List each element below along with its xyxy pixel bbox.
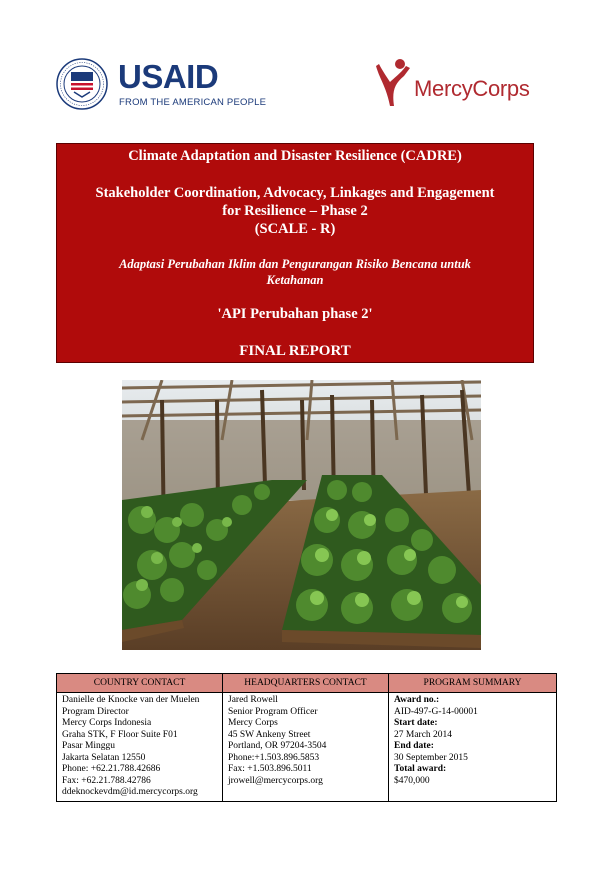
total-award-label: Total award: — [394, 764, 447, 774]
plant-nursery-seedlings-photo — [122, 380, 481, 650]
country-contact-phone: Phone: +62.21.788.42686 — [62, 764, 161, 774]
hq-contact-phone: Phone:+1.503.896.5853 — [228, 752, 320, 763]
hq-contact-fax: Fax: +1.503.896.5011 — [228, 764, 312, 774]
program-summary-header: PROGRAM SUMMARY — [389, 674, 557, 693]
project-acronym: (SCALE - R) — [254, 221, 336, 237]
country-contact-fax: Fax: +62.21.788.42786 — [62, 775, 151, 786]
project-title-line-1: Stakeholder Coordination, Advocacy, Linkages and Engagement — [95, 185, 495, 201]
headquarters-contact-cell — [223, 693, 389, 802]
report-title-box — [56, 143, 534, 363]
hq-contact-org: Mercy Corps — [228, 718, 278, 728]
country-contact-address-3: Jakarta Selatan 12550 — [62, 752, 146, 763]
country-contact-org: Mercy Corps Indonesia — [62, 718, 152, 728]
mercy-corps-logo — [370, 56, 555, 110]
total-award-value: $470,000 — [394, 775, 430, 786]
country-contact-title: Program Director — [62, 706, 129, 717]
indonesian-title-line-1: Adaptasi Perubahan Iklim dan Pengurangan Risiko Bencana untuk — [119, 257, 471, 271]
award-no-label: Award no.: — [394, 695, 440, 705]
mercy-corps-figure-icon — [370, 56, 416, 108]
local-project-name: 'API Perubahan phase 2' — [217, 306, 373, 322]
program-title: Climate Adaptation and Disaster Resilience (CADRE) — [128, 148, 462, 164]
country-contact-email[interactable]: ddeknockevdm@id.mercycorps.org — [62, 787, 198, 797]
hq-contact-title: Senior Program Officer — [228, 706, 318, 717]
award-no-value: AID-497-G-14-00001 — [394, 706, 478, 717]
country-contact-header: COUNTRY CONTACT — [57, 674, 223, 693]
contacts-table — [56, 673, 557, 802]
usaid-wordmark: USAID — [118, 58, 219, 95]
hq-contact-address-2: Portland, OR 97204-3504 — [228, 741, 327, 751]
start-date-value: 27 March 2014 — [394, 729, 453, 740]
country-contact-address-2: Pasar Minggu — [62, 741, 116, 751]
indonesian-title-line-2: Ketahanan — [266, 273, 324, 287]
usaid-tagline: FROM THE AMERICAN PEOPLE — [119, 97, 267, 108]
start-date-label: Start date: — [394, 718, 438, 728]
end-date-value: 30 September 2015 — [394, 752, 468, 763]
country-contact-cell — [57, 693, 223, 802]
program-summary-cell — [389, 693, 557, 802]
report-type: FINAL REPORT — [239, 343, 351, 359]
project-title — [57, 184, 533, 238]
mercy-corps-wordmark: MercyCorps — [414, 76, 530, 101]
usaid-logo — [56, 56, 267, 112]
usaid-seal-icon — [56, 58, 108, 110]
end-date-label: End date: — [394, 741, 434, 751]
indonesian-title — [57, 256, 533, 288]
hq-contact-email[interactable]: jrowell@mercycorps.org — [228, 775, 323, 786]
headquarters-contact-header: HEADQUARTERS CONTACT — [223, 674, 389, 693]
hq-contact-address-1: 45 SW Ankeny Street — [228, 729, 311, 740]
country-contact-name: Danielle de Knocke van der Muelen — [62, 695, 200, 705]
hq-contact-name: Jared Rowell — [228, 695, 278, 705]
project-title-line-2: for Resilience – Phase 2 — [222, 203, 368, 219]
country-contact-address-1: Graha STK, F Floor Suite F01 — [62, 729, 178, 740]
